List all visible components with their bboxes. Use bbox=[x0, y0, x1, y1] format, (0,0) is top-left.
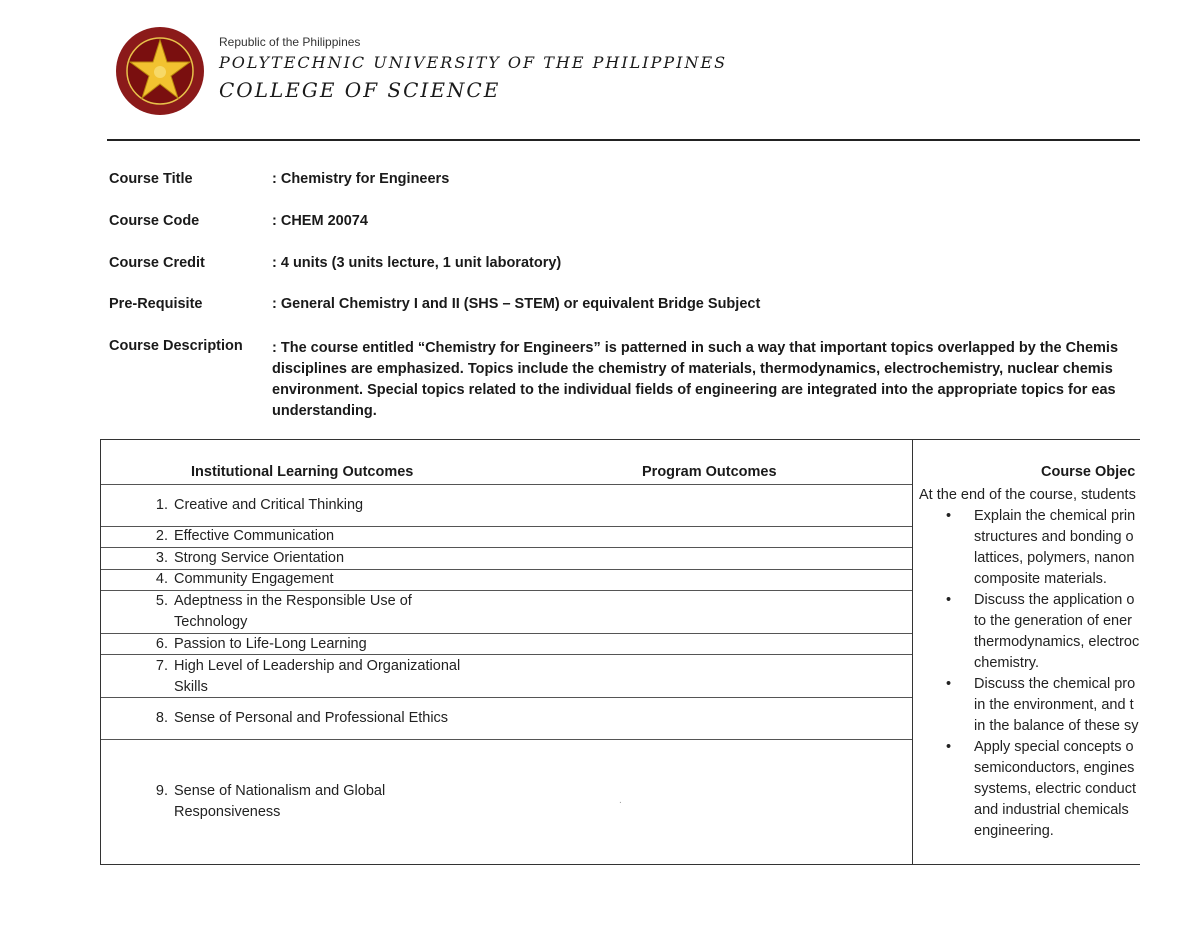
ilo-text: Passion to Life-Long Learning bbox=[174, 636, 367, 652]
course-objectives bbox=[919, 485, 1140, 842]
course-code-label: Course Code bbox=[109, 213, 200, 229]
outcomes-table bbox=[100, 439, 1140, 865]
co-line: in the balance of these sy bbox=[974, 718, 1139, 734]
pup-seal-logo bbox=[115, 26, 205, 116]
description-line: : The course entitled “Chemistry for Engineers” is patterned in such a way that important topics overlapped by the Chemis bbox=[272, 340, 1119, 356]
ilo-number: 4. bbox=[155, 571, 168, 587]
co-item bbox=[919, 506, 1140, 590]
bullet-icon: • bbox=[946, 508, 952, 524]
course-description-label: Course Description bbox=[109, 338, 243, 354]
prerequisite-label: Pre-Requisite bbox=[109, 296, 203, 312]
column-divider bbox=[912, 440, 913, 864]
row-divider bbox=[101, 484, 912, 485]
co-intro: At the end of the course, students bbox=[919, 487, 1136, 503]
ilo-number: 2. bbox=[155, 528, 168, 544]
co-line: engineering. bbox=[974, 823, 1054, 839]
ilo-text: Responsiveness bbox=[174, 804, 281, 820]
co-line: systems, electric conduct bbox=[974, 781, 1136, 797]
course-credit-label: Course Credit bbox=[109, 255, 205, 271]
ilo-text: Sense of Nationalism and Global bbox=[174, 783, 386, 799]
ilo-text: Strong Service Orientation bbox=[174, 550, 345, 566]
co-line: lattices, polymers, nanon bbox=[974, 550, 1135, 566]
program-outcomes-mark: . bbox=[619, 795, 622, 806]
ilo-text: Effective Communication bbox=[174, 528, 335, 544]
co-header: Course Objec bbox=[1041, 464, 1136, 480]
ilo-item bbox=[155, 656, 534, 698]
course-title-label: Course Title bbox=[109, 171, 193, 187]
ilo-item bbox=[155, 591, 534, 633]
co-item bbox=[919, 674, 1140, 737]
co-line: Discuss the application o bbox=[974, 592, 1135, 608]
header-rule bbox=[107, 139, 1140, 141]
co-line: composite materials. bbox=[974, 571, 1107, 587]
co-line: structures and bonding o bbox=[974, 529, 1134, 545]
republic-text: Republic of the Philippines bbox=[219, 35, 361, 49]
ilo-item bbox=[155, 634, 534, 655]
course-credit-value: : 4 units (3 units lecture, 1 unit laboratory) bbox=[272, 255, 562, 271]
bullet-icon: • bbox=[946, 676, 952, 692]
co-line: to the generation of ener bbox=[974, 613, 1133, 629]
ilo-item bbox=[155, 569, 534, 590]
description-line: disciplines are emphasized. Topics include the chemistry of materials, thermodynamics, electrochemistry, nuclear chemis bbox=[272, 361, 1113, 377]
course-description-text bbox=[272, 338, 1140, 422]
ilo-number: 5. bbox=[155, 593, 168, 609]
description-line: understanding. bbox=[272, 403, 377, 419]
co-item bbox=[919, 590, 1140, 674]
po-header: Program Outcomes bbox=[642, 464, 777, 480]
ilo-text: Technology bbox=[174, 614, 248, 630]
university-name: POLYTECHNIC UNIVERSITY OF THE PHILIPPINES bbox=[219, 53, 728, 72]
bullet-icon: • bbox=[946, 739, 952, 755]
co-item bbox=[919, 737, 1140, 842]
ilo-item bbox=[155, 526, 534, 547]
course-code-value: : CHEM 20074 bbox=[272, 213, 368, 229]
ilo-item bbox=[155, 781, 534, 823]
ilo-text: Community Engagement bbox=[174, 571, 334, 587]
ilo-text: Skills bbox=[174, 679, 208, 695]
row-divider bbox=[101, 739, 912, 740]
ilo-item bbox=[155, 708, 534, 729]
co-line: in the environment, and t bbox=[974, 697, 1134, 713]
ilo-text: Creative and Critical Thinking bbox=[174, 497, 364, 513]
co-line: and industrial chemicals bbox=[974, 802, 1129, 818]
ilo-header: Institutional Learning Outcomes bbox=[191, 464, 414, 480]
co-line: thermodynamics, electroc bbox=[974, 634, 1140, 650]
description-line: environment. Special topics related to the individual fields of engineering are integrated into the appropriate topics for eas bbox=[272, 382, 1116, 398]
prerequisite-value: : General Chemistry I and II (SHS – STEM) or equivalent Bridge Subject bbox=[272, 296, 761, 312]
bullet-icon: • bbox=[946, 592, 952, 608]
ilo-number: 1. bbox=[155, 497, 168, 513]
college-name: COLLEGE OF SCIENCE bbox=[219, 78, 501, 102]
co-line: Discuss the chemical pro bbox=[974, 676, 1136, 692]
ilo-number: 3. bbox=[155, 550, 168, 566]
ilo-text: Adeptness in the Responsible Use of bbox=[174, 593, 412, 609]
ilo-number: 8. bbox=[155, 710, 168, 726]
ilo-number: 9. bbox=[155, 783, 168, 799]
ilo-text: High Level of Leadership and Organizational bbox=[174, 658, 461, 674]
co-line: semiconductors, engines bbox=[974, 760, 1135, 776]
co-line: Apply special concepts o bbox=[974, 739, 1134, 755]
ilo-number: 6. bbox=[155, 636, 168, 652]
co-line: chemistry. bbox=[974, 655, 1039, 671]
course-title-value: : Chemistry for Engineers bbox=[272, 171, 450, 187]
ilo-item bbox=[155, 548, 534, 569]
ilo-number: 7. bbox=[155, 658, 168, 674]
co-line: Explain the chemical prin bbox=[974, 508, 1136, 524]
ilo-item bbox=[155, 495, 534, 516]
ilo-text: Sense of Personal and Professional Ethics bbox=[174, 710, 449, 726]
